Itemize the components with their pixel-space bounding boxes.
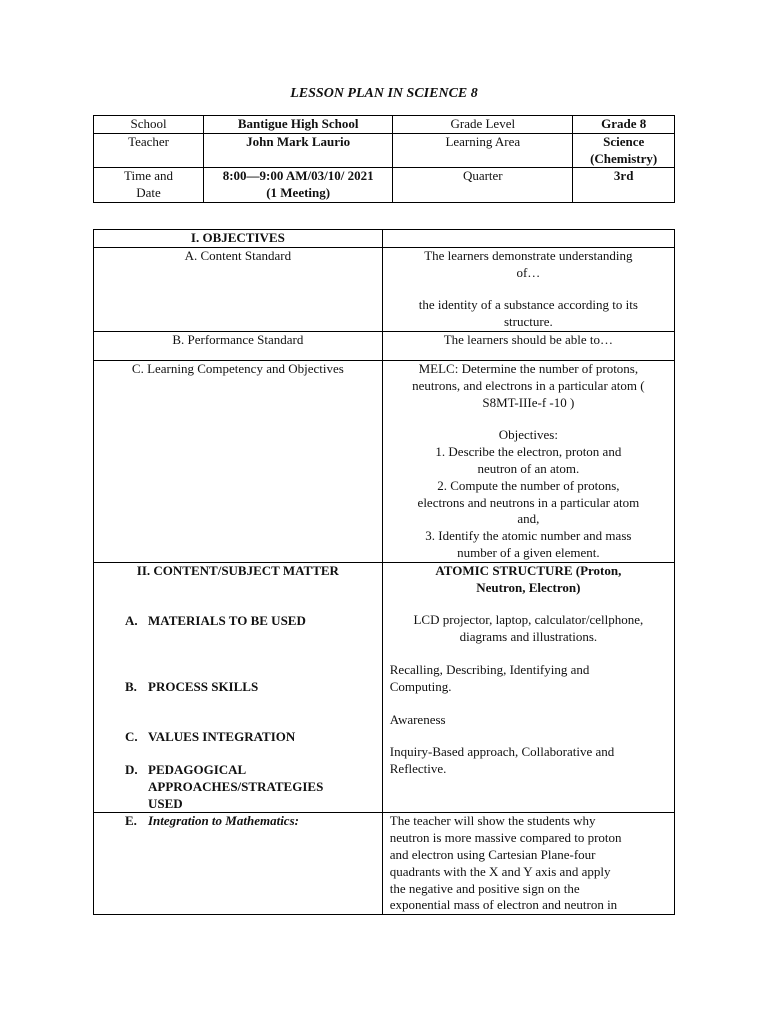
text-line: number of a given element. [457,544,600,560]
process-skills-item [98,679,378,696]
text-line: The teacher will show the students why [389,813,596,829]
empty-cell [382,230,674,248]
content-standard-value [382,247,674,331]
objectives-heading: I. OBJECTIVES [94,230,383,248]
content-right-cell [382,562,674,813]
item-label: APPROACHES/STRATEGIES [148,778,324,794]
text-line: Objectives: [498,427,558,443]
performance-standard-value: The learners should be able to… [382,331,674,360]
teacher-value: John Mark Laurio [204,133,393,168]
table-row [94,247,675,331]
topic-line: ATOMIC STRUCTURE (Proton, [435,562,622,578]
text-line: The learners demonstrate understanding [424,247,633,263]
text-line: exponential mass of electron and neutron in [389,897,618,913]
table-row [94,562,675,813]
table-row [94,116,675,134]
text-line: and, [517,511,540,527]
school-value: Bantigue High School [204,116,393,134]
content-left-cell [94,562,383,813]
quarter-label: Quarter [393,168,573,203]
process-skills-value: Computing. [389,678,452,694]
document-title: LESSON PLAN IN SCIENCE 8 [290,86,478,101]
text-line: the identity of a substance according to its [418,297,638,313]
item-number: E. [125,813,137,829]
learning-area-line: Science [603,133,645,149]
pedagogical-value: Reflective. [389,761,447,777]
text-line: neutron is more massive compared to proton [389,830,622,846]
performance-standard-label: B. Performance Standard [94,331,383,360]
text-line: 3. Identify the atomic number and mass [425,528,632,544]
time-date-label [94,168,204,203]
item-label: VALUES INTEGRATION [148,729,296,745]
item-number: D. [125,761,138,777]
text-line: neutrons, and electrons in a particular atom ( [412,377,645,393]
item-number: B. [125,679,137,695]
materials-value: diagrams and illustrations. [459,629,598,645]
time-label-line: Time and [124,168,174,184]
table-row [94,360,675,562]
item-label: PEDAGOGICAL [148,761,247,777]
text-line: 2. Compute the number of protons, [437,477,620,493]
table-row [94,331,675,360]
text-line: neutron of an atom. [477,460,580,476]
pedagogical-value: Inquiry-Based approach, Collaborative and [389,744,615,760]
learning-area-value [573,133,675,168]
time-label-line: Date [136,185,161,201]
text-line: MELC: Determine the number of protons, [418,360,639,376]
item-label: USED [148,795,183,811]
table-row [94,813,675,915]
item-label: MATERIALS TO BE USED [148,612,306,628]
text-line: 1. Describe the electron, proton and [435,444,622,460]
text-line: and electron using Cartesian Plane-four [389,846,596,862]
table-row [94,230,675,248]
learning-area-label: Learning Area [393,133,573,168]
competency-label: C. Learning Competency and Objectives [94,360,383,562]
item-label: PROCESS SKILLS [148,679,259,695]
materials-value: LCD projector, laptop, calculator/cellphone, [413,612,644,628]
text-line: structure. [504,314,553,330]
school-label: School [94,116,204,134]
item-number: C. [125,729,138,745]
grade-level-label: Grade Level [393,116,573,134]
values-integration-item [98,729,378,746]
text-line: S8MT-IIIe-f -10 ) [482,394,575,410]
text-line: the negative and positive sign on the [389,880,580,896]
integration-math-value [382,813,674,915]
teacher-label: Teacher [94,133,204,168]
values-integration-value: Awareness [389,711,446,727]
integration-math-label [94,813,383,915]
competency-value [382,360,674,562]
text-line: quadrants with the X and Y axis and apply [389,863,611,879]
content-heading: II. CONTENT/SUBJECT MATTER [136,562,339,578]
time-value-line: (1 Meeting) [266,185,331,201]
lesson-plan-table [93,229,675,915]
time-value-line: 8:00—9:00 AM/03/10/ 2021 [222,168,374,184]
process-skills-value: Recalling, Describing, Identifying and [389,661,590,677]
item-number: A. [125,612,138,628]
learning-area-line: (Chemistry) [590,150,658,166]
table-row [94,133,675,168]
pedagogical-item [98,762,378,812]
table-row [94,168,675,203]
item-label: Integration to Mathematics: [148,813,299,829]
content-standard-label: A. Content Standard [94,247,383,331]
grade-level-value: Grade 8 [573,116,675,134]
header-table [93,115,675,203]
text-line: electrons and neutrons in a particular atom [417,494,640,510]
quarter-value: 3rd [573,168,675,203]
topic-line: Neutron, Electron) [476,579,581,595]
materials-item [98,613,378,630]
integration-math-item [98,813,378,830]
text-line: of… [516,264,541,280]
time-date-value [204,168,393,203]
